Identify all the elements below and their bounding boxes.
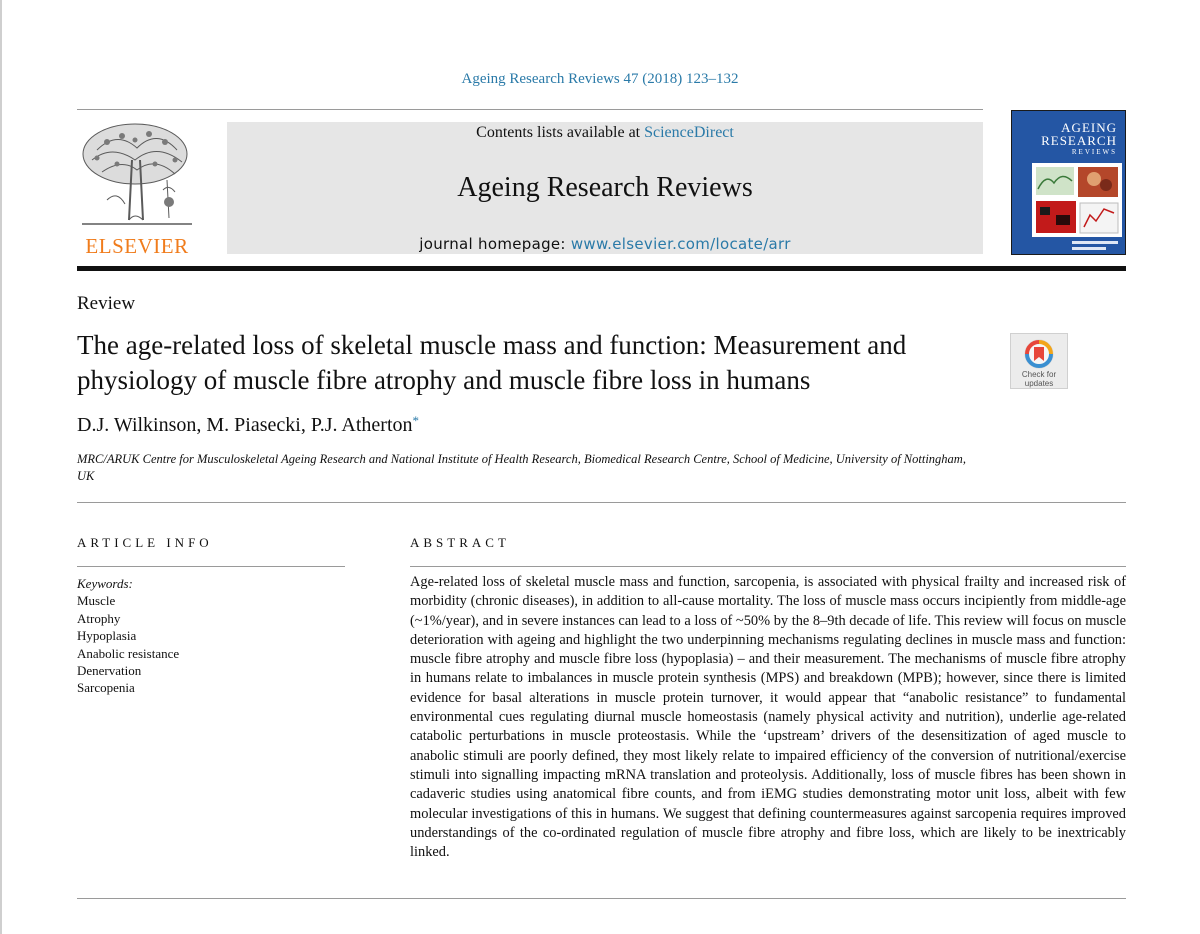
homepage-line — [227, 235, 983, 253]
article-title: The age-related loss of skeletal muscle mass and function: Measurement and physiology of muscle fibre atrophy and muscle fibre loss in humans — [77, 330, 907, 395]
journal-banner — [227, 122, 983, 254]
author-list — [77, 413, 419, 437]
check-updates-line1: Check for — [1021, 370, 1057, 379]
journal-citation[interactable]: Ageing Research Reviews 47 (2018) 123–132 — [461, 71, 739, 87]
section-divider — [77, 502, 1126, 503]
elsevier-logo — [77, 120, 197, 258]
bottom-divider — [77, 898, 1126, 899]
homepage-prefix: journal homepage: — [419, 235, 571, 253]
header-divider — [77, 109, 983, 110]
keywords-label: Keywords: — [77, 576, 133, 591]
keyword-item: Anabolic resistance — [77, 645, 180, 661]
page-edge — [0, 0, 2, 934]
cover-title-line2: RESEARCH — [1041, 133, 1117, 148]
homepage-link[interactable]: www.elsevier.com/locate/arr — [570, 235, 791, 253]
keyword-item: Muscle — [77, 593, 116, 609]
abstract-rule — [410, 566, 1126, 567]
keyword-item: Sarcopenia — [77, 680, 135, 696]
abstract-text: Age-related loss of skeletal muscle mass and function, sarcopenia, is associated with physical frailty and increased risk of morbidity (chronic diseases), in addition to all-cause mortality. The loss of muscle mass occurs incipiently from middle-age (~1%/year), and in severe instances can lead to a loss of ~50% by the 8–9th decade of life. This review will focus on muscle deterioration with ageing and highlight the two underpinning mechanisms regulating declines in muscle mass and function: muscle fibre atrophy and muscle fibre loss (hypoplasia) – and their measurement. The mechanisms of muscle fibre atrophy in humans relate to imbalances in muscle protein synthesis (MPS) and breakdown (MPB); however, since there is limited evidence for basal alterations in muscle protein turnover, it would appear that “anabolic resistance” to fundamental environmental cues regulating diurnal muscle homeostasis (namely physical activity and nutrition), underlie age-related catabolic perturbations in muscle proteostasis. While the ‘upstream’ drivers of the desensitization of aged muscle to anabolic stimuli are poorly defined, they most likely relate to impaired efficiency of the conversion of nutritional/exercise stimuli into signalling impacting mRNA translation and proteolysis. Additionally, loss of muscle fibres has been shown in cadaveric studies using anatomical fibre counts, and from iEMG studies demonstrating motor unit loss, albeit with few molecular investigations of this in humans. We suggest that defining countermeasures against sarcopenia requires improved understandings of the co-ordinated regulation of muscle fibre atrophy and fibre loss, which are likely to be inextricably linked. — [410, 574, 1126, 861]
elsevier-wordmark: ELSEVIER — [85, 234, 189, 258]
keyword-item: Hypoplasia — [77, 628, 137, 644]
cover-title — [1041, 121, 1117, 157]
cover-collage-icon — [1032, 163, 1122, 237]
affiliation: MRC/ARUK Centre for Musculoskeletal Ageing Research and National Institute of Health Research, Biomedical Research Centre, School of Medicine, University of Nottingham, UK — [77, 452, 966, 483]
journal-cover[interactable] — [1011, 110, 1126, 255]
keyword-item: Atrophy — [77, 610, 121, 626]
contents-line — [227, 124, 983, 142]
cover-artwork — [1032, 163, 1122, 237]
cover-title-line3: REVIEWS — [1071, 148, 1117, 156]
article-type: Review — [77, 293, 136, 314]
article-info-heading: ARTICLE INFO — [77, 535, 213, 550]
journal-name: Ageing Research Reviews — [457, 172, 753, 203]
abstract-heading: ABSTRACT — [410, 535, 510, 550]
contents-prefix: Contents lists available at — [476, 124, 645, 141]
elsevier-tree-icon — [77, 120, 197, 232]
cover-footer-line — [1072, 247, 1106, 250]
check-for-updates-badge[interactable] — [1010, 333, 1068, 389]
corresponding-author-mark[interactable]: * — [412, 413, 420, 428]
keywords-block — [77, 575, 179, 697]
authors-text: D.J. Wilkinson, M. Piasecki, P.J. Atherton — [77, 414, 413, 436]
cover-title-line1: AGEING — [1061, 120, 1117, 135]
sciencedirect-link[interactable]: ScienceDirect — [644, 124, 734, 141]
article-info-rule — [77, 566, 345, 567]
check-updates-icon — [1022, 338, 1056, 370]
cover-footer-line — [1072, 241, 1118, 244]
header-thick-rule — [77, 266, 1126, 271]
check-updates-line2: updates — [1024, 379, 1054, 388]
keyword-item: Denervation — [77, 663, 142, 679]
